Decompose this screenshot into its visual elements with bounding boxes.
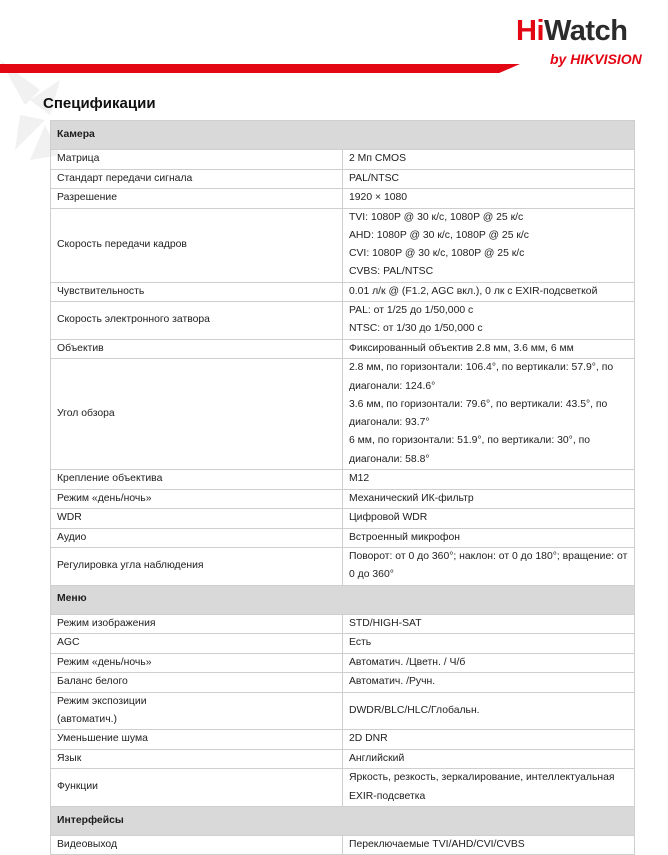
spec-row: [51, 528, 635, 548]
spec-key: Язык: [51, 749, 343, 769]
spec-value-line: 0.01 л/к @ (F1.2, AGC вкл.), 0 лк с EXIR-подсветкой: [349, 285, 598, 297]
spec-value-line: Цифровой WDR: [349, 512, 428, 524]
spec-row: [51, 548, 635, 586]
spec-row: [51, 208, 635, 282]
spec-key: Видеовыход: [51, 835, 343, 855]
spec-value: [343, 749, 635, 769]
spec-row: [51, 282, 635, 302]
spec-key: Функции: [51, 769, 343, 807]
spec-value-line: AHD: 1080P @ 30 к/с, 1080P @ 25 к/с: [349, 229, 529, 241]
spec-value-line: DWDR/BLC/HLC/Глобальн.: [349, 704, 480, 716]
spec-value: [343, 528, 635, 548]
spec-value-line: Автоматич. /Цветн. / Ч/б: [349, 656, 466, 668]
spec-value: [343, 769, 635, 807]
spec-key: Регулировка угла наблюдения: [51, 548, 343, 586]
spec-key: Баланс белого: [51, 673, 343, 693]
spec-value-line: Яркость, резкость, зеркалирование, интеллектуальная EXIR-подсветка: [349, 772, 615, 802]
spec-value-line: 2.8 мм, по горизонтали: 106.4°, по вертикали: 57.9°, по диагонали: 124.6°: [349, 362, 614, 392]
header-red-bar: [0, 64, 520, 73]
spec-value: [343, 692, 635, 730]
section-header: [51, 121, 635, 150]
spec-value-line: NTSC: от 1/30 до 1/50,000 с: [349, 323, 483, 335]
spec-table: [50, 120, 635, 855]
spec-value: [343, 509, 635, 529]
spec-value: [343, 302, 635, 340]
spec-value: [343, 169, 635, 189]
spec-row: [51, 339, 635, 359]
spec-value: [343, 614, 635, 634]
spec-key: Скорость передачи кадров: [51, 208, 343, 282]
section-header: [51, 585, 635, 614]
spec-value: [343, 282, 635, 302]
spec-row: [51, 489, 635, 509]
spec-value-line: CVI: 1080P @ 30 к/с, 1080P @ 25 к/с: [349, 248, 525, 260]
spec-row: [51, 614, 635, 634]
spec-row: [51, 749, 635, 769]
spec-row: [51, 509, 635, 529]
spec-row: [51, 730, 635, 750]
spec-value: [343, 653, 635, 673]
spec-key: Матрица: [51, 150, 343, 170]
spec-value: [343, 634, 635, 654]
spec-value-line: Фиксированный объектив 2.8 мм, 3.6 мм, 6 мм: [349, 342, 574, 354]
spec-key: AGC: [51, 634, 343, 654]
spec-value: [343, 150, 635, 170]
spec-row: [51, 189, 635, 209]
logo-by-hikvision: by HIKVISION: [550, 51, 642, 67]
spec-key: Режим «день/ночь»: [51, 489, 343, 509]
spec-value-line: TVI: 1080P @ 30 к/с, 1080P @ 25 к/с: [349, 211, 524, 223]
spec-table-body: [51, 121, 635, 855]
spec-value: [343, 470, 635, 490]
spec-key: WDR: [51, 509, 343, 529]
spec-row: [51, 634, 635, 654]
spec-row: [51, 769, 635, 807]
spec-key: Стандарт передачи сигнала: [51, 169, 343, 189]
spec-value-line: PAL/NTSC: [349, 172, 400, 184]
spec-key: Крепление объектива: [51, 470, 343, 490]
spec-row: [51, 150, 635, 170]
spec-value-line: 1920 × 1080: [349, 192, 408, 204]
spec-key: Режим изображения: [51, 614, 343, 634]
spec-key-line: Режим экспозиции: [57, 695, 147, 707]
spec-key: Аудио: [51, 528, 343, 548]
spec-key: Уменьшение шума: [51, 730, 343, 750]
spec-key: Чувствительность: [51, 282, 343, 302]
spec-row: [51, 692, 635, 730]
spec-key: Объектив: [51, 339, 343, 359]
spec-value: [343, 339, 635, 359]
spec-row: [51, 673, 635, 693]
spec-value: [343, 673, 635, 693]
spec-row: [51, 835, 635, 855]
spec-value-line: Автоматич. /Ручн.: [349, 676, 436, 688]
spec-row: [51, 359, 635, 470]
spec-value-line: Английский: [349, 752, 405, 764]
spec-row: [51, 302, 635, 340]
spec-value-line: 2D DNR: [349, 733, 388, 745]
spec-key: [51, 692, 343, 730]
spec-value-line: 6 мм, по горизонтали: 51.9°, по вертикали: 30°, по диагонали: 58.8°: [349, 435, 590, 465]
spec-value-line: Встроенный микрофон: [349, 531, 460, 543]
section-header: [51, 806, 635, 835]
spec-value: [343, 208, 635, 282]
spec-value: [343, 548, 635, 586]
spec-value-line: Переключаемые TVI/AHD/CVI/CVBS: [349, 838, 525, 850]
spec-value-line: STD/HIGH-SAT: [349, 617, 422, 629]
spec-value-line: Поворот: от 0 до 360°; наклон: от 0 до 180°; вращение: от 0 до 360°: [349, 551, 628, 581]
spec-key: Угол обзора: [51, 359, 343, 470]
spec-value: [343, 359, 635, 470]
spec-value-line: Механический ИК-фильтр: [349, 492, 474, 504]
spec-value-line: Есть: [349, 637, 372, 649]
logo-hi-text: Hi: [516, 15, 544, 47]
spec-value-line: 2 Мп CMOS: [349, 153, 407, 165]
section-title: Меню: [51, 585, 635, 614]
spec-value: [343, 730, 635, 750]
spec-row: [51, 470, 635, 490]
spec-value-line: M12: [349, 473, 370, 485]
spec-key: Скорость электронного затвора: [51, 302, 343, 340]
spec-key: Разрешение: [51, 189, 343, 209]
section-title: Интерфейсы: [51, 806, 635, 835]
spec-value: [343, 189, 635, 209]
spec-value-line: PAL: от 1/25 до 1/50,000 с: [349, 305, 474, 317]
spec-value: [343, 489, 635, 509]
spec-row: [51, 653, 635, 673]
spec-row: [51, 169, 635, 189]
spec-key-line: (автоматич.): [57, 713, 117, 725]
hiwatch-logo: [516, 14, 656, 70]
section-title: Камера: [51, 121, 635, 150]
spec-key: Режим «день/ночь»: [51, 653, 343, 673]
spec-value-line: 3.6 мм, по горизонтали: 79.6°, по вертикали: 43.5°, по диагонали: 93.7°: [349, 398, 608, 429]
page-title: Спецификации: [43, 95, 156, 112]
logo-watch-text: Watch: [544, 15, 628, 47]
spec-value: [343, 835, 635, 855]
spec-value-line: CVBS: PAL/NTSC: [349, 266, 434, 278]
